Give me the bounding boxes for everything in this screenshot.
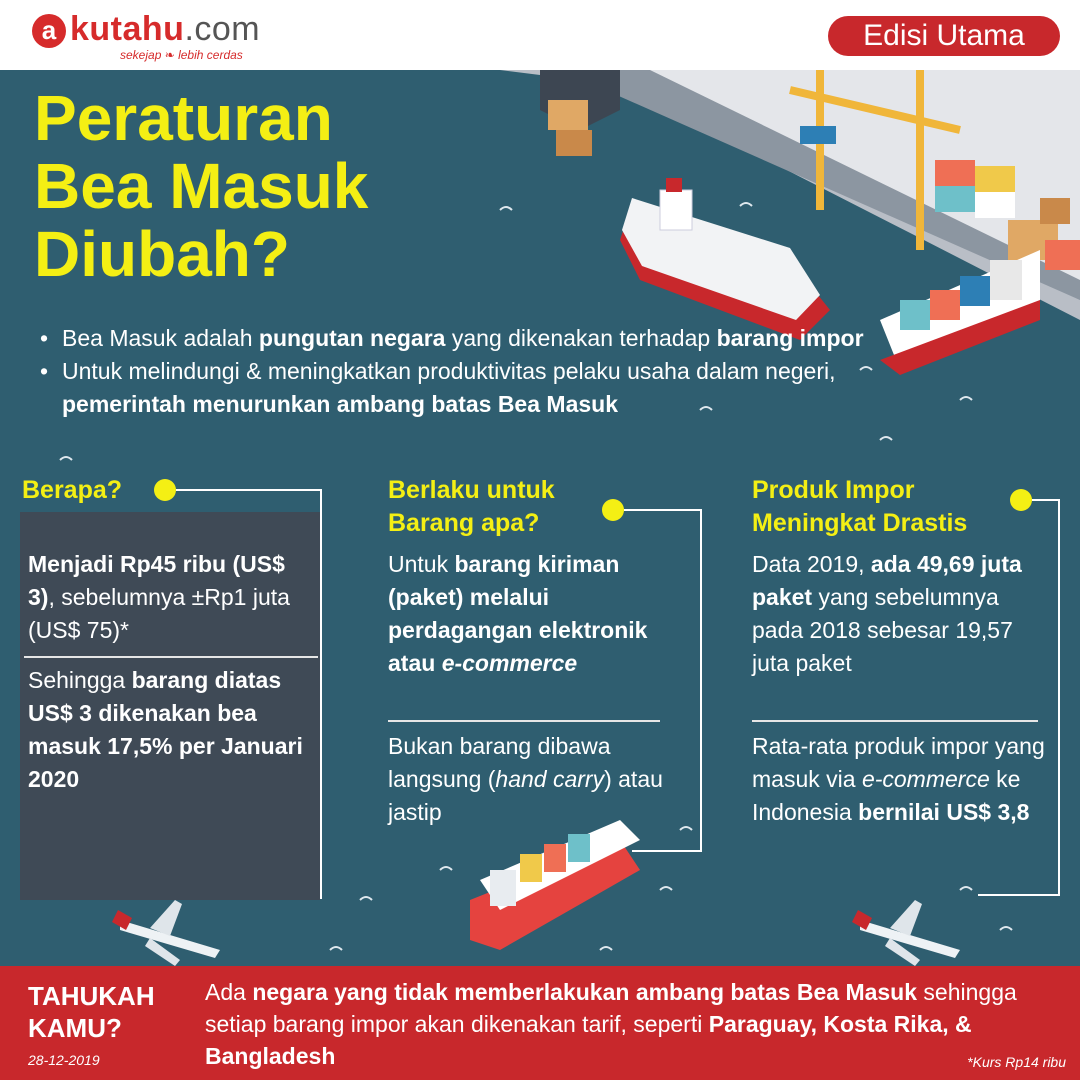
- container-ship-icon: [880, 250, 1040, 375]
- intro-bullet-1-text: Bea Masuk adalah pungutan negara yang dikenakan terhadap barang impor: [62, 325, 864, 351]
- column-2-marker: [602, 499, 624, 521]
- column-2-connector: [624, 509, 702, 511]
- column-3-border-bottom: [978, 894, 1060, 896]
- publish-date: 28-12-2019: [28, 1052, 100, 1068]
- column-2-paragraph-2: Bukan barang dibawa langsung (hand carry) atau jastip: [388, 733, 663, 825]
- intro-bullets: [40, 322, 900, 421]
- logo-name: kutahu: [70, 10, 185, 48]
- column-1-border: [320, 489, 322, 899]
- title-line-3: Diubah?: [34, 218, 290, 290]
- header: [0, 0, 1080, 70]
- column-3-marker: [1010, 489, 1032, 511]
- brand-logo[interactable]: [26, 8, 326, 66]
- title-line-2: Bea Masuk: [34, 150, 369, 222]
- page-title: [34, 84, 554, 288]
- column-3-paragraph-1: Data 2019, ada 49,69 juta paket yang sebelumnya pada 2018 sebesar 19,57 juta paket: [752, 551, 1022, 676]
- column-3-title: Produk Impor Meningkat Drastis: [752, 476, 968, 537]
- bullet-dot: •: [40, 358, 49, 384]
- airplane-icon: [852, 900, 960, 966]
- intro-bullet-1: [40, 322, 900, 355]
- did-you-know-heading: TAHUKAH KAMU?: [28, 981, 155, 1043]
- column-1-paragraph-1: Menjadi Rp45 ribu (US$ 3), sebelumnya ±Rp1 juta (US$ 75)*: [28, 551, 290, 643]
- column-3-divider: [752, 720, 1038, 722]
- exchange-rate-note: *Kurs Rp14 ribu: [967, 1054, 1066, 1070]
- column-3-paragraph-2: Rata-rata produk impor yang masuk via e-commerce ke Indonesia bernilai US$ 3,8: [752, 733, 1045, 825]
- column-3-connector: [1032, 499, 1060, 501]
- logo-wordmark: [70, 10, 260, 49]
- did-you-know-text: Ada negara yang tidak memberlakukan ambang batas Bea Masuk sehingga setiap barang impor akan dikenakan tarif, seperti Paraguay, Kosta Rika, & Bangladesh: [205, 979, 1017, 1069]
- airplane-icon: [112, 900, 220, 966]
- column-2-border: [700, 509, 702, 851]
- logo-mark: a: [32, 14, 66, 48]
- edition-badge: Edisi Utama: [828, 16, 1060, 56]
- logo-tagline: sekejap ❧ lebih cerdas: [120, 48, 243, 62]
- column-2-paragraph-1: Untuk barang kiriman (paket) melalui perdagangan elektronik atau e-commerce: [388, 551, 648, 676]
- crane-load: [800, 126, 836, 144]
- column-1-title: Berapa?: [22, 476, 123, 504]
- column-2-border-bottom: [632, 850, 702, 852]
- column-1-paragraph-2: Sehingga barang diatas US$ 3 dikenakan bea masuk 17,5% per Januari 2020: [28, 667, 303, 792]
- column-1-connector: [176, 489, 322, 491]
- column-2-title: Berlaku untuk Barang apa?: [388, 476, 555, 537]
- intro-bullet-2: [40, 355, 900, 421]
- column-2-divider: [388, 720, 660, 722]
- column-1-divider: [24, 656, 318, 658]
- column-3-border: [1058, 499, 1060, 895]
- did-you-know-banner: [0, 966, 1080, 1080]
- title-line-1: Peraturan: [34, 82, 333, 154]
- logo-domain: .com: [184, 10, 261, 48]
- container-ship-icon: [470, 820, 640, 950]
- column-1-marker: [154, 479, 176, 501]
- intro-bullet-2-text: Untuk melindungi & meningkatkan produktivitas pelaku usaha dalam negeri, pemerintah menurunkan ambang batas Bea Masuk: [62, 358, 836, 417]
- cargo-ship-icon: [620, 178, 830, 340]
- bullet-dot: •: [40, 325, 49, 351]
